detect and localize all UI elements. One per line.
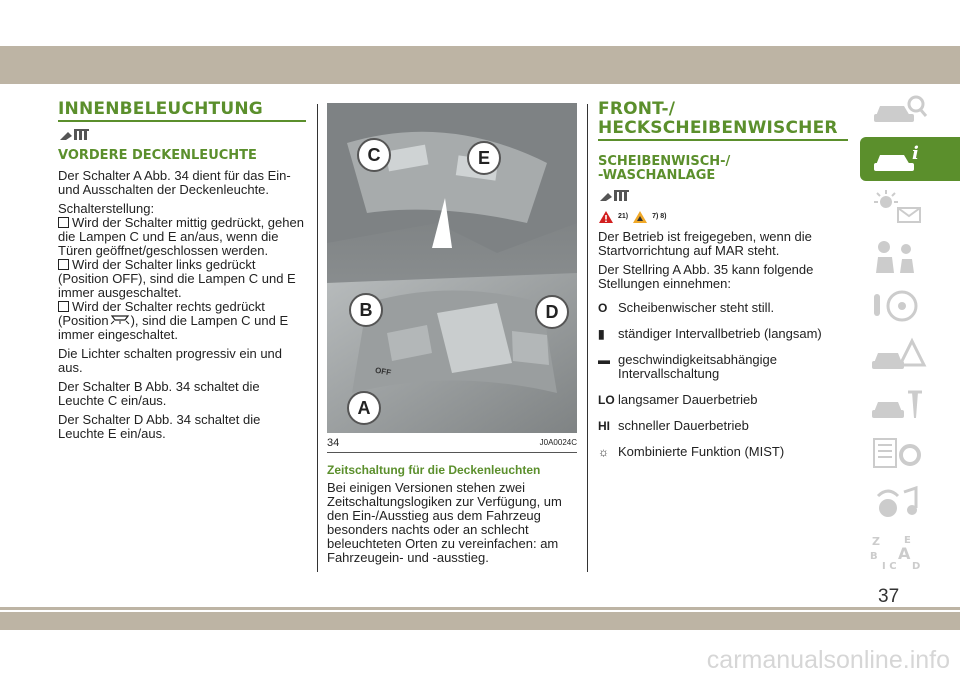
wiper-interval-icon: ▮ xyxy=(598,327,605,341)
index-icon xyxy=(868,531,928,571)
figure-code: J0A0024C xyxy=(539,438,577,447)
tab-emergency[interactable] xyxy=(860,333,960,377)
paragraph: Der Stellring A Abb. 35 kann folgende Stellungen einnehmen: xyxy=(598,262,814,291)
label-a: A xyxy=(347,391,381,425)
paragraph: Der Schalter A Abb. 34 dient für das Ein- und Ausschalten der Deckenleuchte. xyxy=(58,168,291,197)
wiper-mist-icon: ☼ xyxy=(598,445,609,459)
column-figure xyxy=(327,103,577,570)
figure-number: 34 xyxy=(327,437,340,449)
warning-light-icon xyxy=(868,188,928,228)
label-b: B xyxy=(349,293,383,327)
wrench-icon xyxy=(868,384,928,424)
paragraph: Schalterstellung: xyxy=(58,201,155,216)
car-search-icon xyxy=(868,90,928,130)
checkbox-icon xyxy=(58,217,69,228)
top-margin xyxy=(0,0,960,46)
position-list xyxy=(598,301,848,459)
tab-maintenance[interactable] xyxy=(860,382,960,426)
subsection-title: VORDERE DECKENLEUCHTE xyxy=(58,148,257,163)
position-item: ☼ Kombinierte Funktion (MIST) xyxy=(598,444,785,459)
paragraph: Die Lichter schalten progressiv ein und aus. xyxy=(58,346,283,375)
warning-ref-1: 21) xyxy=(618,213,629,220)
tab-multimedia[interactable] xyxy=(860,480,960,524)
svg-text:E: E xyxy=(904,535,911,546)
tab-safety[interactable] xyxy=(860,235,960,279)
gear-icon xyxy=(868,433,928,473)
svg-text:I C: I C xyxy=(882,561,897,571)
figure-caption: Zeitschaltung für die Deckenleuchten xyxy=(327,463,541,477)
emergency-icon xyxy=(868,335,928,375)
tab-technical-data[interactable] xyxy=(860,431,960,475)
multimedia-icon xyxy=(868,482,928,522)
subsection-title: SCHEIBENWISCH-/ -WASCHANLAGE xyxy=(598,154,731,183)
off-label: OFF xyxy=(374,365,392,378)
svg-text:B: B xyxy=(870,551,878,562)
footer-band xyxy=(0,612,960,630)
tab-starting[interactable] xyxy=(860,284,960,328)
tab-car-search[interactable] xyxy=(860,88,960,132)
column-divider xyxy=(317,104,318,572)
paragraph: Der Schalter B Abb. 34 schaltet die Leuchte C ein/aus. xyxy=(58,379,260,408)
tab-car-info[interactable] xyxy=(860,137,960,181)
version-icon xyxy=(58,128,306,145)
position-item: ▮ ständiger Intervallbetrieb (langsam) xyxy=(598,326,822,341)
wiper-lo-icon: LO xyxy=(598,393,615,407)
header-band xyxy=(0,46,960,84)
version-icon xyxy=(598,189,848,206)
paragraph: Der Betrieb ist freigegeben, wenn die Startvorrichtung auf MAR steht. xyxy=(598,229,812,258)
svg-text:A: A xyxy=(898,544,911,563)
chapter-tabs xyxy=(860,88,960,578)
option-right: Wird der Schalter rechts gedrückt (Position ), sind die Lampen C und E immer eingeschaltet. xyxy=(58,299,289,342)
column-wipers xyxy=(598,100,848,471)
warning-ref-2: 7) 8) xyxy=(652,213,667,220)
lamp-on-icon xyxy=(109,313,131,328)
warning-row xyxy=(598,210,848,224)
footer-line xyxy=(0,607,960,610)
car-info-icon xyxy=(868,139,928,179)
section-title: INNENBELEUCHTUNG xyxy=(58,100,306,122)
label-e: E xyxy=(467,141,501,175)
label-d: D xyxy=(535,295,569,329)
position-item: O Scheibenwischer steht still. xyxy=(598,300,775,315)
paragraph: Bei einigen Versionen stehen zwei Zeitschaltungslogiken zur Verfügung, um den Ein-/Ausstieg aus dem Fahrzeug besonders nachts oder an schlecht beleuchteten Orten zu vereinfachen: am Fahrzeugein- und -ausstieg. xyxy=(327,480,562,565)
page-number: 37 xyxy=(878,586,900,607)
safety-icon xyxy=(868,237,928,277)
position-item: ▬ geschwindigkeitsabhängige Intervallschaltung xyxy=(598,352,778,381)
steering-wheel-icon xyxy=(868,286,928,326)
svg-text:i: i xyxy=(912,143,919,164)
danger-icon xyxy=(598,210,614,224)
ceiling-light-photo xyxy=(327,103,577,433)
tab-index[interactable] xyxy=(860,529,960,573)
paragraph: Der Schalter D Abb. 34 schaltet die Leuchte E ein/aus. xyxy=(58,412,261,441)
column-interior-lighting xyxy=(58,100,306,446)
position-item: LO langsamer Dauerbetrieb xyxy=(598,392,758,407)
section-title: FRONT-/ HECKSCHEIBENWISCHER xyxy=(598,100,848,141)
wiper-hi-icon: HI xyxy=(598,419,610,433)
option-left: Wird der Schalter links gedrückt (Position OFF), sind die Lampen C und E immer ausgeschaltet. xyxy=(58,257,296,300)
column-divider xyxy=(587,104,588,572)
label-c: C xyxy=(357,138,391,172)
svg-text:D: D xyxy=(912,561,921,571)
option-center: Wird der Schalter mittig gedrückt, gehen die Lampen C und E an/aus, wenn die Türen geöffnet/geschlossen werden. xyxy=(58,215,304,258)
caution-icon xyxy=(632,210,648,224)
svg-text:Z: Z xyxy=(872,535,880,548)
figure-footer xyxy=(327,436,577,453)
wiper-off-icon: O xyxy=(598,301,608,315)
tab-warning-lights[interactable] xyxy=(860,186,960,230)
watermark: carmanualsonline.info xyxy=(706,646,950,674)
checkbox-icon xyxy=(58,301,69,312)
wiper-speed-icon: ▬ xyxy=(598,353,610,367)
checkbox-icon xyxy=(58,259,69,270)
position-item: HI schneller Dauerbetrieb xyxy=(598,418,749,433)
